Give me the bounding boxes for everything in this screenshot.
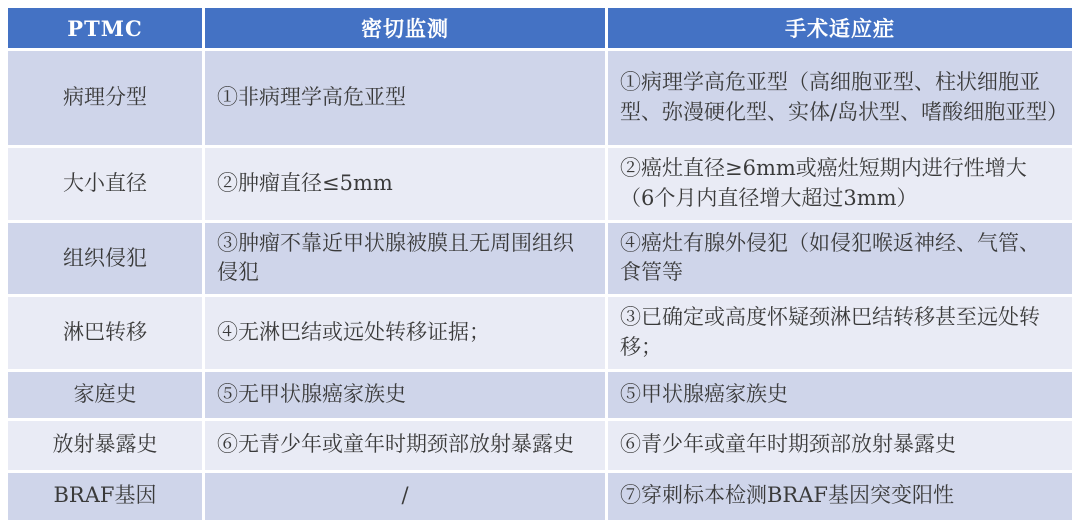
monitor-cell: ⑥无青少年或童年时期颈部放射暴露史 xyxy=(205,421,605,470)
surgery-cell: ⑤甲状腺癌家族史 xyxy=(608,372,1072,418)
header-cell-ptmc: PTMC xyxy=(8,8,202,48)
category-cell: 家庭史 xyxy=(8,372,202,418)
monitor-cell: ③肿瘤不靠近甲状腺被膜且无周围组织侵犯 xyxy=(205,223,605,295)
surgery-cell: ①病理学高危亚型（高细胞亚型、柱状细胞亚型、弥漫硬化型、实体/岛状型、嗜酸细胞亚型） xyxy=(608,51,1072,145)
category-cell: 放射暴露史 xyxy=(8,421,202,470)
table-row xyxy=(8,297,1072,369)
table-row xyxy=(8,421,1072,470)
ptmc-criteria-table xyxy=(5,5,1075,523)
surgery-cell: ④癌灶有腺外侵犯（如侵犯喉返神经、气管、食管等 xyxy=(608,223,1072,295)
header-cell-surgery-indication: 手术适应症 xyxy=(608,8,1072,48)
category-cell: 大小直径 xyxy=(8,148,202,220)
monitor-cell: ①非病理学高危亚型 xyxy=(205,51,605,145)
header-row xyxy=(8,8,1072,48)
table-row xyxy=(8,51,1072,145)
category-cell: 组织侵犯 xyxy=(8,223,202,295)
table-header xyxy=(8,8,1072,48)
category-cell: BRAF基因 xyxy=(8,473,202,520)
category-cell: 病理分型 xyxy=(8,51,202,145)
table-row xyxy=(8,473,1072,520)
monitor-cell: ②肿瘤直径≤5mm xyxy=(205,148,605,220)
surgery-cell: ⑦穿刺标本检测BRAF基因突变阳性 xyxy=(608,473,1072,520)
monitor-cell: ④无淋巴结或远处转移证据； xyxy=(205,297,605,369)
category-cell: 淋巴转移 xyxy=(8,297,202,369)
surgery-cell: ③已确定或高度怀疑颈淋巴结转移甚至远处转移； xyxy=(608,297,1072,369)
header-cell-monitoring: 密切监测 xyxy=(205,8,605,48)
surgery-cell: ⑥青少年或童年时期颈部放射暴露史 xyxy=(608,421,1072,470)
monitor-cell: ⑤无甲状腺癌家族史 xyxy=(205,372,605,418)
table-row xyxy=(8,223,1072,295)
surgery-cell: ②癌灶直径≥6mm或癌灶短期内进行性增大（6个月内直径增大超过3mm） xyxy=(608,148,1072,220)
table-body xyxy=(8,51,1072,520)
table-row xyxy=(8,148,1072,220)
table-row xyxy=(8,372,1072,418)
monitor-cell: / xyxy=(205,473,605,520)
